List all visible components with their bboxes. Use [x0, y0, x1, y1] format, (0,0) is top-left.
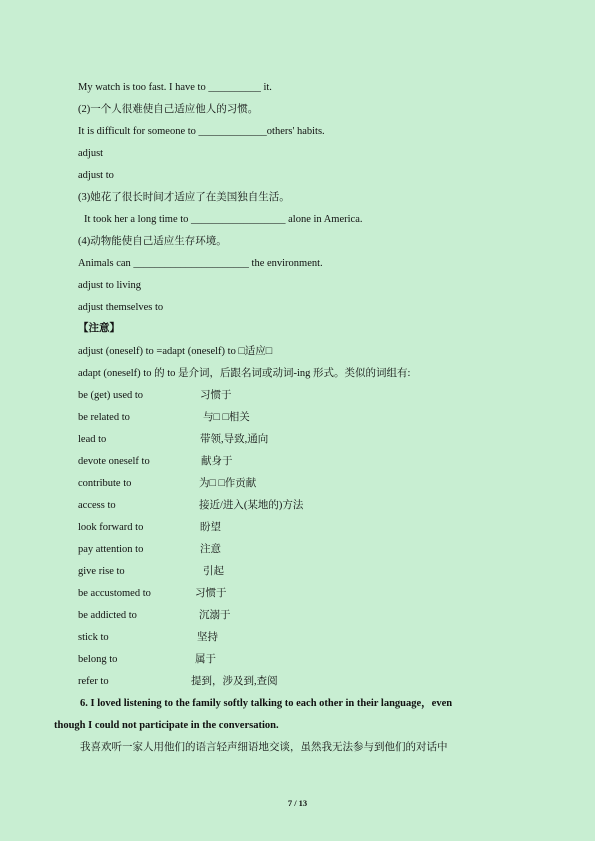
sentence-translation: 我喜欢听一家人用他们的语言轻声细语地交谈，虽然我无法参与到他们的对话中 — [80, 742, 448, 753]
exercise-prompt: (2)一个人很难使自己适应他人的习惯。 — [78, 104, 259, 115]
phrase-zh: 献身于 — [201, 456, 233, 467]
phrase-en: give rise to — [78, 566, 125, 577]
phrase-en: belong to — [78, 654, 118, 665]
phrase-en: devote oneself to — [78, 456, 150, 467]
exercise-line: It is difficult for someone to _____________others' habits. — [78, 126, 325, 137]
exercise-line: Animals can ______________________ the environment. — [78, 258, 323, 269]
note-line: adjust (oneself) to =adapt (oneself) to □适应□ — [78, 346, 273, 357]
note-line: adapt (oneself) to 的 to 是介词，后跟名词或动词-ing 形式。类似的词组有: — [78, 368, 411, 379]
phrase-zh: 为□ □作贡献 — [199, 478, 257, 489]
phrase-en: be accustomed to — [78, 588, 151, 599]
phrase-zh: 坚持 — [197, 632, 218, 643]
note-heading: 【注意】 — [78, 323, 120, 334]
phrase-zh: 注意 — [200, 544, 221, 555]
answer-line: adjust — [78, 148, 104, 159]
phrase-zh: 接近/进入(某地的)方法 — [199, 500, 304, 511]
page-number: 7 / 13 — [287, 798, 308, 808]
phrase-en: look forward to — [78, 522, 144, 533]
phrase-en: lead to — [78, 434, 107, 445]
phrase-zh: 与□ □相关 — [203, 412, 250, 423]
phrase-en: stick to — [78, 632, 109, 643]
exercise-prompt: (4)动物能使自己适应生存环境。 — [78, 236, 227, 247]
phrase-en: contribute to — [78, 478, 132, 489]
phrase-zh: 沉溺于 — [199, 610, 231, 621]
exercise-line: It took her a long time to __________________ alone in America. — [84, 214, 363, 225]
sentence-continuation: though I could not participate in the conversation. — [54, 720, 279, 731]
phrase-en: access to — [78, 500, 116, 511]
phrase-en: be related to — [78, 412, 130, 423]
phrase-zh: 属于 — [195, 654, 216, 665]
phrase-zh: 盼望 — [200, 522, 221, 533]
exercise-prompt: (3)她花了很长时间才适应了在美国独自生活。 — [78, 192, 290, 203]
answer-line: adjust to living — [78, 280, 141, 291]
phrase-en: be (get) used to — [78, 390, 144, 401]
phrase-zh: 引起 — [203, 566, 224, 577]
phrase-en: pay attention to — [78, 544, 144, 555]
exercise-line: My watch is too fast. I have to __________ it. — [78, 82, 272, 93]
phrase-en: be addicted to — [78, 610, 137, 621]
sentence-heading: 6. I loved listening to the family softly talking to each other in their language，even — [80, 698, 453, 709]
phrase-zh: 习惯于 — [200, 390, 232, 401]
phrase-zh: 带领,导致,通向 — [200, 434, 269, 445]
answer-line: adjust to — [78, 170, 114, 181]
phrase-zh: 习惯于 — [195, 588, 227, 599]
phrase-zh: 提到，涉及到,查阅 — [191, 676, 278, 687]
answer-line: adjust themselves to — [78, 302, 164, 313]
phrase-en: refer to — [78, 676, 109, 687]
